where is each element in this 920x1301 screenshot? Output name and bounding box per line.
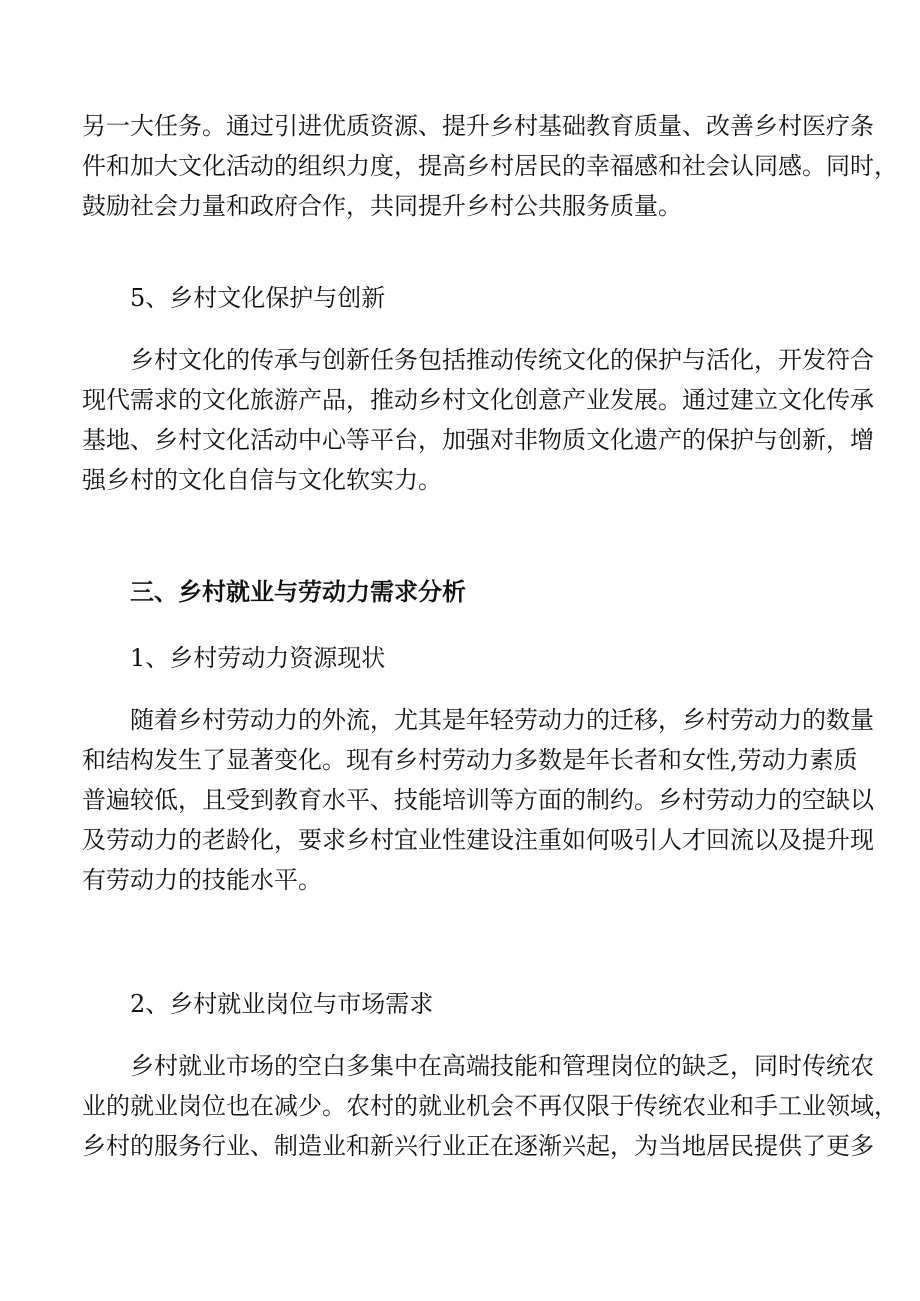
text-line: 强乡村的文化自信与文化软实力。	[82, 466, 442, 494]
paragraph-public-services	[82, 106, 898, 226]
text-line: 随着乡村劳动力的外流，尤其是年轻劳动力的迁移，乡村劳动力的数量	[130, 706, 874, 734]
text-line: 和结构发生了显著变化。现有乡村劳动力多数是年长者和女性,劳动力素质	[82, 746, 858, 774]
paragraph-employment-market	[82, 1046, 898, 1166]
text-line: 有劳动力的技能水平。	[82, 866, 322, 894]
paragraph-labor-status	[82, 700, 874, 900]
text-line: 现代需求的文化旅游产品，推动乡村文化创意产业发展。通过建立文化传承	[82, 386, 874, 414]
text-line: 件和加大文化活动的组织力度，提高乡村居民的幸福感和社会认同感。同时，	[82, 152, 898, 180]
chapter-heading-3: 三、乡村就业与劳动力需求分析	[130, 578, 466, 606]
section-heading-1: 1、乡村劳动力资源现状	[130, 644, 386, 672]
text-line: 及劳动力的老龄化，要求乡村宜业性建设注重如何吸引人才回流以及提升现	[82, 826, 874, 854]
text-line: 普遍较低，且受到教育水平、技能培训等方面的制约。乡村劳动力的空缺以	[82, 786, 874, 814]
section-heading-5: 5、乡村文化保护与创新	[130, 284, 386, 312]
paragraph-rural-culture	[82, 340, 874, 500]
text-line: 业的就业岗位也在减少。农村的就业机会不再仅限于传统农业和手工业领域，	[82, 1092, 898, 1120]
text-line: 乡村文化的传承与创新任务包括推动传统文化的保护与活化，开发符合	[130, 346, 874, 374]
text-line: 鼓励社会力量和政府合作，共同提升乡村公共服务质量。	[82, 192, 682, 220]
text-line: 乡村就业市场的空白多集中在高端技能和管理岗位的缺乏，同时传统农	[130, 1052, 874, 1080]
text-line: 另一大任务。通过引进优质资源、提升乡村基础教育质量、改善乡村医疗条	[82, 112, 874, 140]
text-line: 乡村的服务行业、制造业和新兴行业正在逐渐兴起，为当地居民提供了更多	[82, 1132, 874, 1160]
section-heading-2: 2、乡村就业岗位与市场需求	[130, 990, 434, 1018]
text-line: 基地、乡村文化活动中心等平台，加强对非物质文化遗产的保护与创新，增	[82, 426, 874, 454]
